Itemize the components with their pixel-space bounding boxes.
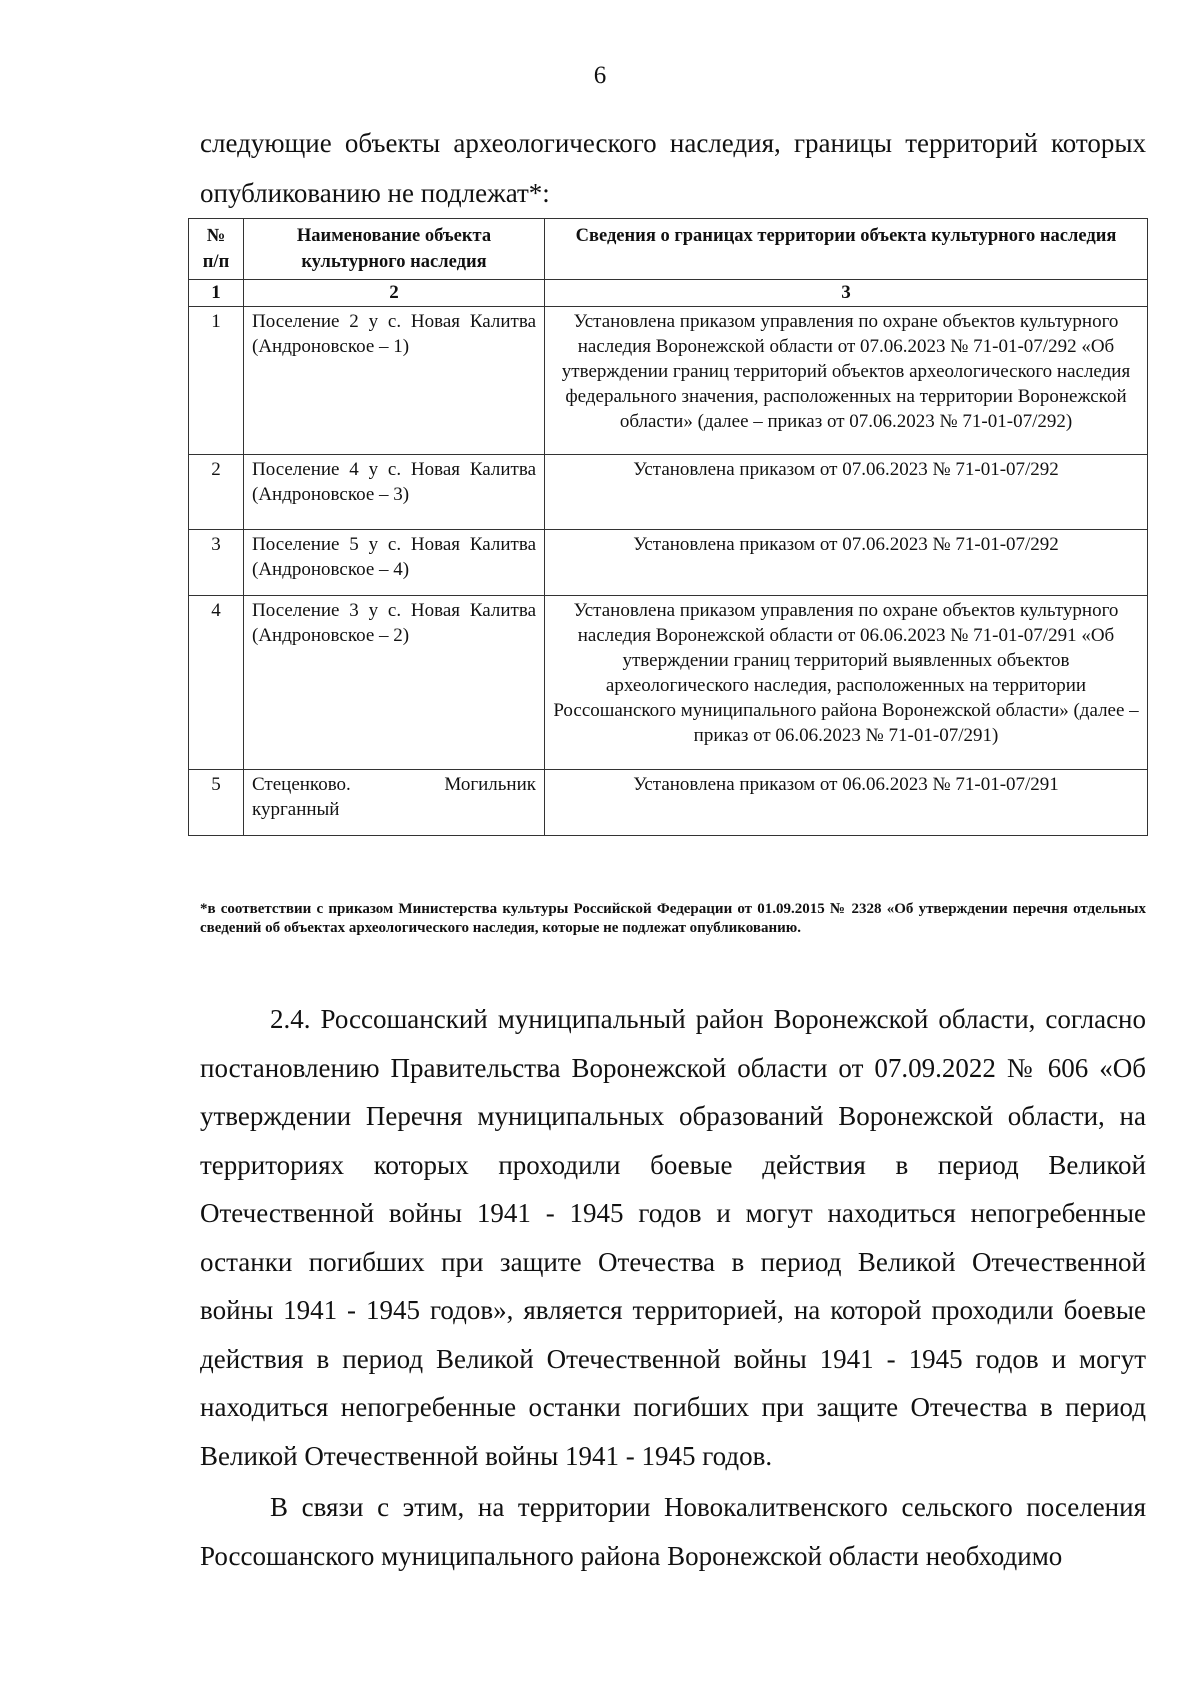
- boundary-info: Установлена приказом от 07.06.2023 № 71-01-07/292: [545, 530, 1148, 596]
- table-row: [189, 455, 1148, 530]
- boundary-info: Установлена приказом управления по охране объектов культурного наследия Воронежской области от 07.06.2023 № 71-01-07/292 «Об утверждении границ территорий объектов археологического наследия федерального значения, расположенных на территории Воронежской области» (далее – приказ от 07.06.2023 № 71-01-07/292): [545, 307, 1148, 455]
- table-row: [189, 770, 1148, 836]
- header-num: № п/п: [189, 219, 244, 280]
- column-number-row: [189, 280, 1148, 307]
- header-name: Наименование объекта культурного наследия: [244, 219, 545, 280]
- intro-text: следующие объекты археологического наследия, границы территорий которых опубликованию не подлежат*:: [200, 128, 1146, 208]
- table-row: [189, 307, 1148, 455]
- paragraph-2-4: 2.4. Россошанский муниципальный район Воронежской области, согласно постановлению Правительства Воронежской области от 07.09.2022 № 606 «Об утверждении Перечня муниципальных образований Воронежской области, на территориях которых проходили боевые действия в период Великой Отечественной войны 1941 - 1945 годов и могут находиться непогребенные останки погибших при защите Отечества в период Великой Отечественной войны 1941 - 1945 годов», является территорией, на которой проходили боевые действия в период Великой Отечественной войны 1941 - 1945 годов и могут находиться непогребенные останки погибших при защите Отечества в период Великой Отечественной войны 1941 - 1945 годов.: [200, 1004, 1146, 1471]
- object-name: Поселение 2 у с. Новая Калитва (Андроновское – 1): [244, 307, 545, 455]
- row-number: 4: [189, 596, 244, 770]
- table-row: [189, 530, 1148, 596]
- row-number: 1: [189, 307, 244, 455]
- row-number: 5: [189, 770, 244, 836]
- footnote: *в соответствии с приказом Министерства культуры Российской Федерации от 01.09.2015 № 2328 «Об утверждении перечня отдельных сведений об объектах археологического наследия, которые не подлежат опубликованию.: [200, 901, 1146, 936]
- object-name: Поселение 5 у с. Новая Калитва (Андроновское – 4): [244, 530, 545, 596]
- heritage-objects-table: [188, 218, 1148, 836]
- object-name: Стеценково. Могильник курганный: [244, 770, 545, 836]
- row-number: 2: [189, 455, 244, 530]
- boundary-info: Установлена приказом управления по охране объектов культурного наследия Воронежской области от 06.06.2023 № 71-01-07/291 «Об утверждении границ территорий выявленных объектов археологического наследия, расположенных на территории Россошанского муниципального района Воронежской области» (далее – приказ от 06.06.2023 № 71-01-07/291): [545, 596, 1148, 770]
- boundary-info: Установлена приказом от 07.06.2023 № 71-01-07/292: [545, 455, 1148, 530]
- row-number: 3: [189, 530, 244, 596]
- page-number: 6: [593, 62, 607, 89]
- header-info: Сведения о границах территории объекта культурного наследия: [545, 219, 1148, 280]
- col-number: 1: [189, 280, 244, 307]
- boundary-info: Установлена приказом от 06.06.2023 № 71-01-07/291: [545, 770, 1148, 836]
- paragraph-next: В связи с этим, на территории Новокалитвенского сельского поселения Россошанского муниципального района Воронежской области необходимо: [200, 1492, 1146, 1571]
- object-name: Поселение 4 у с. Новая Калитва (Андроновское – 3): [244, 455, 545, 530]
- col-number: 3: [545, 280, 1148, 307]
- col-number: 2: [244, 280, 545, 307]
- table-row: [189, 596, 1148, 770]
- table-header-row: [189, 219, 1148, 280]
- object-name: Поселение 3 у с. Новая Калитва (Андроновское – 2): [244, 596, 545, 770]
